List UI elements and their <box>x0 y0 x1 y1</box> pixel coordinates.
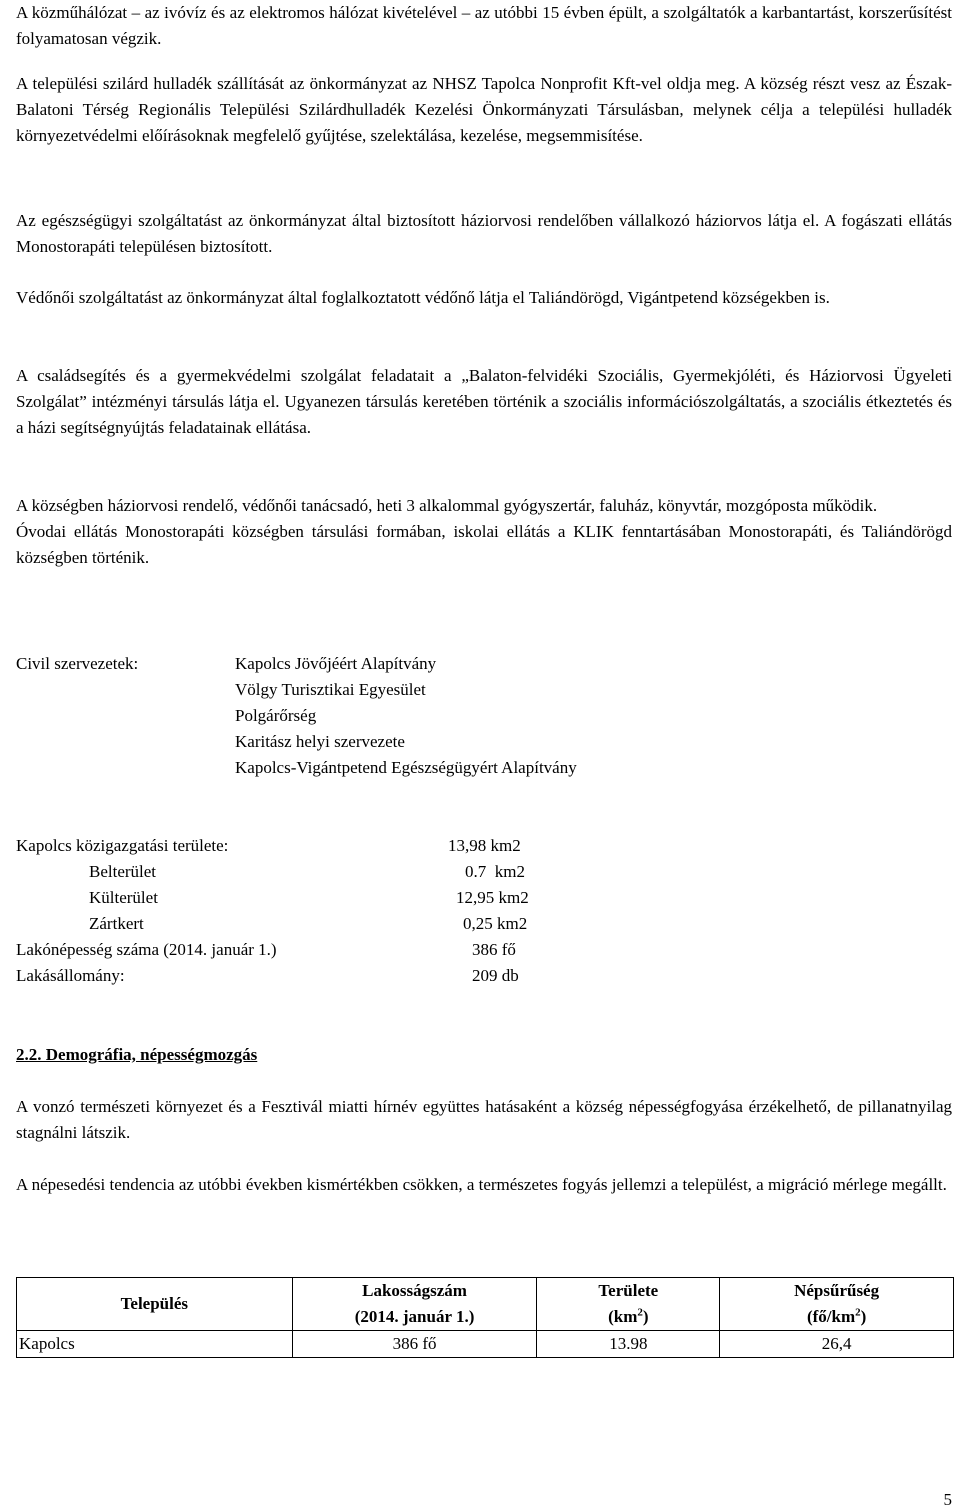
civil-item: Karitász helyi szervezete <box>235 732 405 751</box>
stat-value: 0.7 km2 <box>465 862 525 881</box>
header-area: Területe $(km^2)$ <box>537 1278 720 1331</box>
paragraph-demography: A vonzó természeti környezet és a Fesztivál miatti hírnév együttes hatásaként a község népességfogyása érzékelhető, de pillanatnyilag stagnálni látszik. <box>16 1097 952 1142</box>
stat-label: Belterület <box>89 862 157 881</box>
stat-row <box>16 885 616 911</box>
cell-area: 13.98 <box>537 1331 720 1358</box>
stat-row <box>16 937 616 963</box>
cell-density: 26,4 <box>720 1331 954 1358</box>
demographics-table <box>16 1277 954 1358</box>
stat-value: 209 db <box>472 966 519 985</box>
civil-item: Kapolcs Jövőjéért Alapítvány <box>235 654 437 673</box>
stat-label: Lakásállomány: <box>16 966 125 985</box>
page-number: 5 <box>943 1490 952 1509</box>
header-population: Lakosságszám (2014. január 1.) <box>292 1278 537 1331</box>
stat-value: 386 fő <box>472 940 516 959</box>
stat-label: Zártkert <box>89 914 144 933</box>
paragraph-trend: A népesedési tendencia az utóbbi években kismértékben csökken, a természetes fogyás jellemzi a települést, a migráció mérlege megállt. <box>16 1175 947 1194</box>
cell-population: 386 fő <box>292 1331 537 1358</box>
paragraph-services: A községben háziorvosi rendelő, védőnői tanácsadó, heti 3 alkalommal gyógyszertár, faluház, könyvtár, mozgóposta működik. Óvodai ellátás Monostorapáti községben társulási formában, iskolai ellátás a KLIK fenntartásában Monostorapáti, és Taliándörögd községben történik. <box>16 496 952 567</box>
paragraph-waste: A települési szilárd hulladék szállítását az önkormányzat az NHSZ Tapolca Nonprofit Kft-vel oldja meg. A község részt vesz az Észak-Balatoni Térség Regionális Települési Szilárdhulladék Kezelési Önkormányzati Társulásban, melynek célja a települési hulladék környezetvédelmi előírásoknak megfelelő gyűjtése, szelektálása, kezelése, megsemmisítése. <box>16 74 952 145</box>
paragraph-family-support: A családsegítés és a gyermekvédelmi szolgálat feladatait a „Balaton-felvidéki Szociális, Gyermekjóléti, és Háziorvosi Ügyeleti Szolgálat” intézményi társulás látja el. Ugyanezen társulás keretében történik a szociális információszolgáltatás, a szociális étkeztetés és a házi segítségnyújtás feladatainak ellátása. <box>16 366 952 437</box>
stat-row <box>16 911 616 937</box>
civil-label: Civil szervezetek: <box>16 654 139 673</box>
stat-label: Külterület <box>89 888 158 907</box>
stat-label: Lakónépesség száma (2014. január 1.) <box>16 940 277 959</box>
paragraph-healthcare: Az egészségügyi szolgáltatást az önkormányzat által biztosított háziorvosi rendelőben vállalkozó háziorvos látja el. A fogászati ellátás Monostorapáti településen biztosított. <box>16 211 952 256</box>
area-statistics <box>16 833 616 989</box>
stat-row <box>16 833 616 859</box>
header-settlement: Település <box>17 1278 293 1331</box>
paragraph-health-visitor: Védőnői szolgáltatást az önkormányzat által foglalkoztatott védőnő látja el Taliándörögd, Vigántpetend községekben is. <box>16 288 830 307</box>
table-row <box>17 1331 954 1358</box>
cell-settlement: Kapolcs <box>17 1331 293 1358</box>
header-density: Népsűrűség $(fő/km^2)$ <box>720 1278 954 1331</box>
table-header-row <box>17 1278 954 1331</box>
stat-value: 0,25 km2 <box>463 914 528 933</box>
stat-value: 13,98 km2 <box>448 836 521 855</box>
stat-row <box>16 963 616 989</box>
stat-value: 12,95 km2 <box>456 888 529 907</box>
civil-item: Kapolcs-Vigántpetend Egészségügyért Alapítvány <box>235 758 577 777</box>
civil-item: Polgárőrség <box>235 706 317 725</box>
paragraph-utilities: A közműhálózat – az ivóvíz és az elektromos hálózat kivételével – az utóbbi 15 évben épült, a szolgáltatók a karbantartást, korszerűsítést folyamatosan végzik. <box>16 3 952 48</box>
section-heading: 2.2. Demográfia, népességmozgás <box>16 1045 258 1064</box>
civil-item: Völgy Turisztikai Egyesület <box>235 680 426 699</box>
civil-list <box>235 651 577 781</box>
stat-row <box>16 859 616 885</box>
stat-label: Kapolcs közigazgatási területe: <box>16 836 229 855</box>
